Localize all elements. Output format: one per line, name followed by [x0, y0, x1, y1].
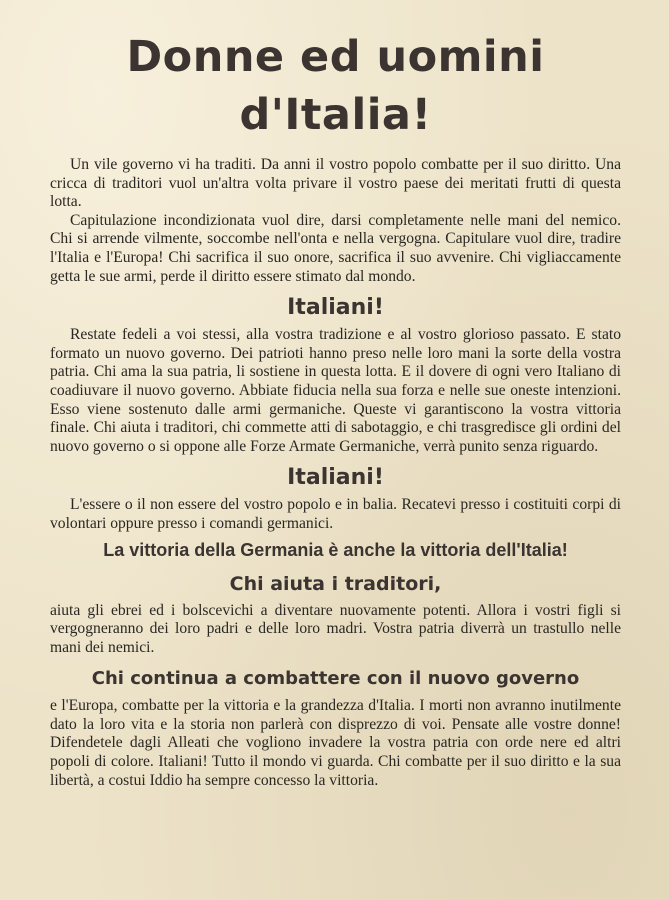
- paragraph-capitulation: Capitulazione incondizionata vuol dire, darsi completamente nelle mani del nemico. Chi si arrende vilmente, soccombe nell'onta e nella vergogna. Capitulare vuol dire, tradire l'Italia e l'Europa! Chi sacrifica il suo onore, sacrifica il suo avvenire. Chi vigliaccamente getta le sue armi, perde il diritto essere stimato dal mondo.: [50, 211, 621, 285]
- leaflet-title: Donne ed uomini d'Italia!: [126, 32, 545, 140]
- heading-who-helps-traitors: Chi aiuta i traditori,: [229, 572, 442, 595]
- paragraph-betrayal: Un vile governo vi ha traditi. Da anni il vostro popolo combatte per il suo diritto. Una cricca di traditori vuol un'altra volta privare il vostro paese dei meritati frutti di questa lotta.: [50, 156, 621, 211]
- heading-italiani-1: Italiani!: [287, 295, 384, 321]
- paragraph-volunteers: L'essere o il non essere del vostro popolo e in balia. Recatevi presso i costituiti corpi di volontari oppure presso i comandi germanici.: [50, 496, 621, 532]
- heading-italiani-2: Italiani!: [287, 465, 384, 491]
- paragraph-europe: e l'Europa, combatte per la vittoria e la grandezza d'Italia. I morti non avranno inutilmente dato la loro vita e la storia non parlerà con disprezzo di voi. Pensate alle vostre donne! Difendetele dagli Alleati che vogliono invadere la vostra patria con orde nere ed altri popoli di colore. Italiani! Tutto il mondo vi guarda. Chi combatte per il suo diritto e la sua libertà, a costui Iddio ha sempre concesso la vittoria.: [50, 697, 621, 789]
- heading-victory: La vittoria della Germania è anche la vittoria dell'Italia!: [103, 539, 568, 560]
- paragraph-new-government: Restate fedeli a voi stessi, alla vostra tradizione e al vostro glorioso passato. E stato formato un nuovo governo. Dei patrioti hanno preso nelle loro mani la sorte della vostra patria. Chi ama la sua patria, li sostiene in questa lotta. E il dovere di ogni vero Italiano di coadiuvare il nuovo governo. Abbiate fiducia nella sua forza e nelle sue oneste intenzioni. Esso viene sostenuto dalle armi germaniche. Queste vi garantiscono la vostra vittoria finale. Chi aiuta i traditori, chi commette atti di sabotaggio, e chi trasgredisce gli ordini del nuovo governo o si oppone alle Forze Armate Germaniche, verrà punito senza riguardo.: [50, 326, 621, 455]
- paragraph-consequences: aiuta gli ebrei ed i bolscevichi a diventare nuovamente potenti. Allora i vostri figli si vergogneranno dei loro padri e delle loro madri. Vostra patria diverrà un trastullo nelle mani dei nemici.: [50, 601, 621, 656]
- heading-who-continues: Chi continua a combattere con il nuovo governo: [91, 668, 580, 690]
